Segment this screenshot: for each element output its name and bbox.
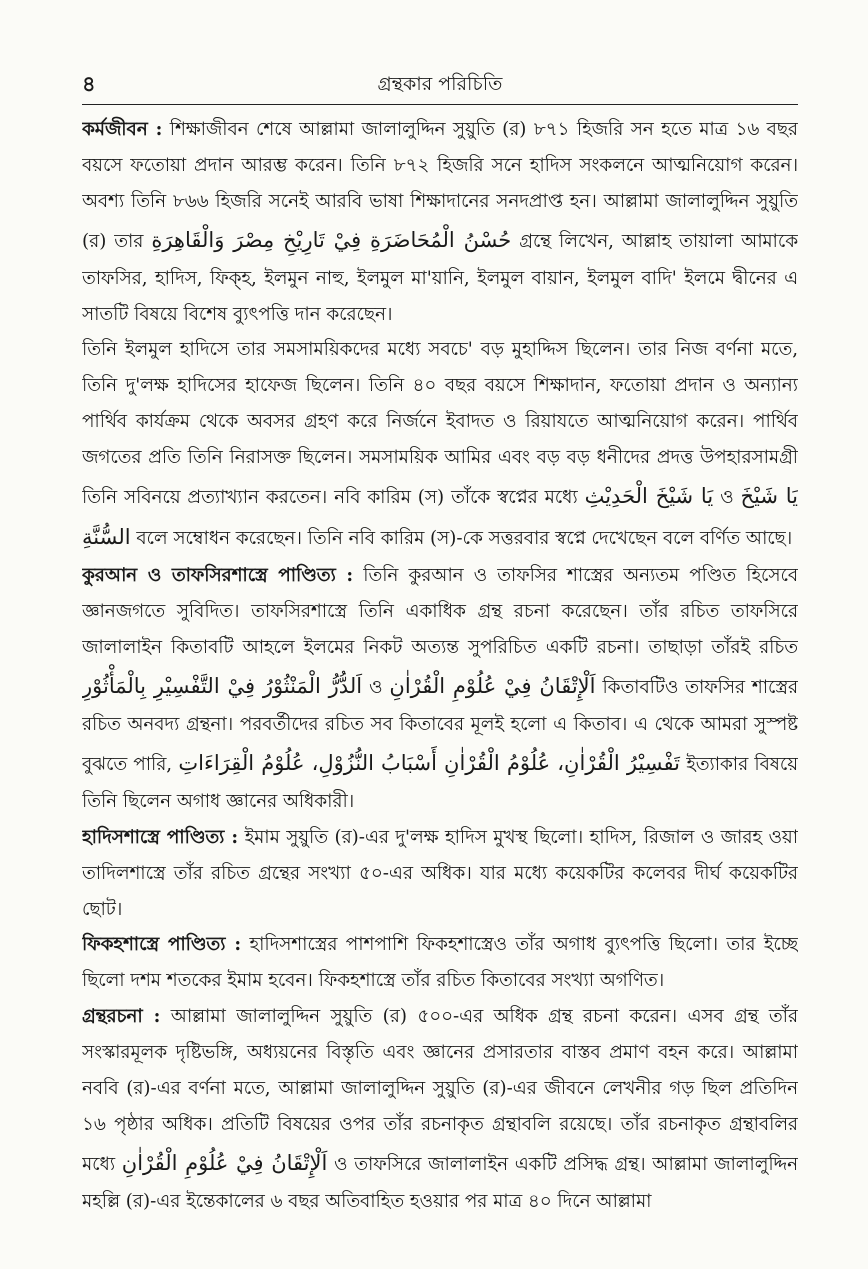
paragraph-authorship	[82, 999, 798, 1219]
arabic-book-title: اَلْإِتْقَانُ فِيْ عُلُوْمِ الْقُرْاٰنِ	[121, 1150, 328, 1175]
text-run: হাদিসশাস্ত্রের পাশপাশি ফিকহশাস্ত্রেও তাঁর অগাধ ব্যুৎপত্তি ছিলো। তার ইচ্ছে ছিলো দশম শতকের ইমাম হবেন। ফিকহশাস্ত্রে তাঁর রচিত কিতাবের সংখ্যা অগণিত।	[82, 934, 798, 992]
text-run: কিতাবটিও তাফসির শাস্ত্রের রচিত অনবদ্য গ্রন্থনা। পরবর্তীদের রচিত সব কিতাবের মূলই হলো এ কিতাব। এ থেকে আমরা সুস্পষ্ট বুঝতে পারি,	[82, 676, 798, 775]
paragraph-career	[82, 112, 798, 332]
paragraph-hadith-scholarship	[82, 820, 798, 928]
body-text	[82, 112, 798, 1261]
paragraph-fiqh	[82, 927, 798, 999]
text-run: গ্রন্থে লিখেন, আল্লাহ তায়ালা আমাকে তাফসির, হাদিস, ফিক্হ, ইলমুন নাহু, ইলমুল মা'য়ানি, ইলমুল বায়ান, ইলমুল বাদি' ইলমে দ্বীনের এ সাতটি বিষয়ে বিশেষ ব্যুৎপত্তি দান করেছেন।	[82, 230, 798, 325]
page-number: ৪	[82, 71, 96, 96]
text-run: ইমাম সুয়ুতি (র)-এর দু'লক্ষ হাদিস মুখস্থ ছিলো। হাদিস, রিজাল ও জারহ ওয়া তাদিলশাস্ত্রে তাঁর রচিত গ্রন্থের সংখ্যা ৫০-এর অধিক। যার মধ্যে কয়েকটির কলেবর দীর্ঘ কয়েকটির ছোট।	[82, 826, 798, 920]
arabic-book-title: اَلدُّرُّ الْمَنْثُوْرُ فِيْ التَّفْسِيْرِ بِالْمَأْثُوْرِ	[82, 673, 363, 698]
text-run: ইত্যাকার বিষয়ে তিনি ছিলেন অগাধ জ্ঞানের অধিকারী।	[82, 753, 798, 812]
arabic-title-shaykh-al-sunnah: يَا شَيْخَ السُّنَّةِ	[82, 483, 798, 550]
text-run: ও তাফসিরে জালালাইন একটি প্রসিদ্ধ গ্রন্থ। আল্লামা জালালুদ্দিন মহল্লি (র)-এর ইন্তেকালের ৬ বছর অতিবাহিত হওয়ার পর মাত্র ৪০ দিনে আল্লামা	[82, 1153, 798, 1212]
text-run: তিনি ইলমুল হাদিসে তার সমসাময়িকদের মধ্যে সবচে' বড় মুহাদ্দিস ছিলেন। তার নিজ বর্ণনা মতে, তিনি দু'লক্ষ হাদিসের হাফেজ ছিলেন। তিনি ৪০ বছর বয়সে শিক্ষাদান, ফতোয়া প্রদান ও অন্যান্য পার্থিব কার্যক্রম থেকে অবসর গ্রহণ করে নির্জনে ইবাদত ও রিয়াযতে আত্মনিয়োগ করেন। পার্থিব জগতের প্রতি তিনি নিরাসক্ত ছিলেন। সমসাময়িক আমির এবং বড় বড় ধনীদের প্রদত্ত উপহারসামগ্রী তিনি সবিনয়ে প্রত্যাখ্যান করতেন। নবি কারিম (স) তাঁকে স্বপ্নের মধ্যে	[82, 339, 798, 508]
page-header	[82, 68, 798, 105]
section-heading-career: কর্মজীবন :	[82, 119, 163, 140]
text-run: আল্লামা জালালুদ্দিন সুয়ুতি (র) ৫০০-এর অধিক গ্রন্থ রচনা করেন। এসব গ্রন্থ তাঁর সংস্কারমূলক দৃষ্টিভঙ্গি, অধ্যয়নের বিস্তৃতি এবং জ্ঞানের প্রসারতার বাস্তব প্রমাণ বহন করে। আল্লামা নববি (র)-এর বর্ণনা মতে, আল্লামা জালালুদ্দিন সুয়ুতি (র)-এর জীবনে লেখনীর গড় ছিল প্রতিদিন ১৬ পৃষ্ঠার অধিক। প্রতিটি বিষয়ের ওপর তাঁর রচনাকৃত গ্রন্থাবলি রয়েছে। তাঁর রচনাকৃত গ্রন্থাবলির মধ্যে	[82, 1006, 798, 1175]
section-heading-fiqh: ফিকহশাস্ত্রে পাণ্ডিত্য :	[82, 934, 242, 956]
text-run: বলে সম্বোধন করেছেন। তিনি নবি কারিম (স)-কে সত্তরবার স্বপ্নে দেখেছেন বলে বর্ণিত আছে।	[130, 528, 793, 550]
running-title: গ্রন্থকার পরিচিতি	[377, 73, 503, 95]
text-run: শিক্ষাজীবন শেষে আল্লামা জালালুদ্দিন সুয়ুতি (র) ৮৭১ হিজরি সন হতে মাত্র ১৬ বছর বয়সে ফতোয়া প্রদান আরম্ভ করেন। তিনি ৮৭২ হিজরি সনে হাদিস সংকলনে আত্মনিয়োগ করেন। অবশ্য তিনি ৮৬৬ হিজরি সনেই আরবি ভাষা শিক্ষাদানের সনদপ্রাপ্ত হন। আল্লামা জালালুদ্দিন সুয়ুতি (র) তার	[82, 119, 798, 252]
arabic-title-shaykh-al-hadith: يَا شَيْخَ الْحَدِيْثِ	[584, 483, 714, 508]
section-heading-quran-tafsir: কুরআন ও তাফসিরশাস্ত্রে পাণ্ডিত্য :	[82, 565, 354, 587]
arabic-book-title: حُسْنُ الْمُحَاضَرَةِ فِيْ تَارِيْخِ مِصْرَ وَالْقَاهِرَةِ	[151, 227, 512, 252]
arabic-subject-list: تَفْسِيْرُ الْقُرْاٰنِ، عُلُوْمُ الْقُرْاٰنِ أَسْبَابُ النُّزُوْلِ، عُلُوْمُ الْقِرَاءَاتِ	[178, 750, 680, 775]
text-run: তিনি কুরআন ও তাফসির শাস্ত্রের অন্যতম পণ্ডিত হিসেবে জ্ঞানজগতে সুবিদিত। তাফসিরশাস্ত্রে তিনি একাধিক গ্রন্থ রচনা করেছেন। তাঁর রচিত তাফসিরে জালালাইন কিতাবটি আহলে ইলমের নিকট অত্যন্ত সুপরিচিত একটি রচনা। তাছাড়া তাঁরই রচিত	[82, 565, 798, 658]
arabic-book-title: اَلْإِتْقَانُ فِيْ عُلُوْمِ الْقُرْاٰنِ	[389, 673, 596, 698]
text-run: ও	[362, 676, 390, 698]
text-run: ও	[713, 486, 741, 508]
section-heading-hadith: হাদিসশাস্ত্রে পাণ্ডিত্য :	[82, 826, 239, 848]
paragraph-quran-tafsir	[82, 558, 798, 820]
section-heading-authorship: গ্রন্থরচনা :	[82, 1006, 161, 1028]
paragraph-hadith-mastery	[82, 332, 798, 558]
